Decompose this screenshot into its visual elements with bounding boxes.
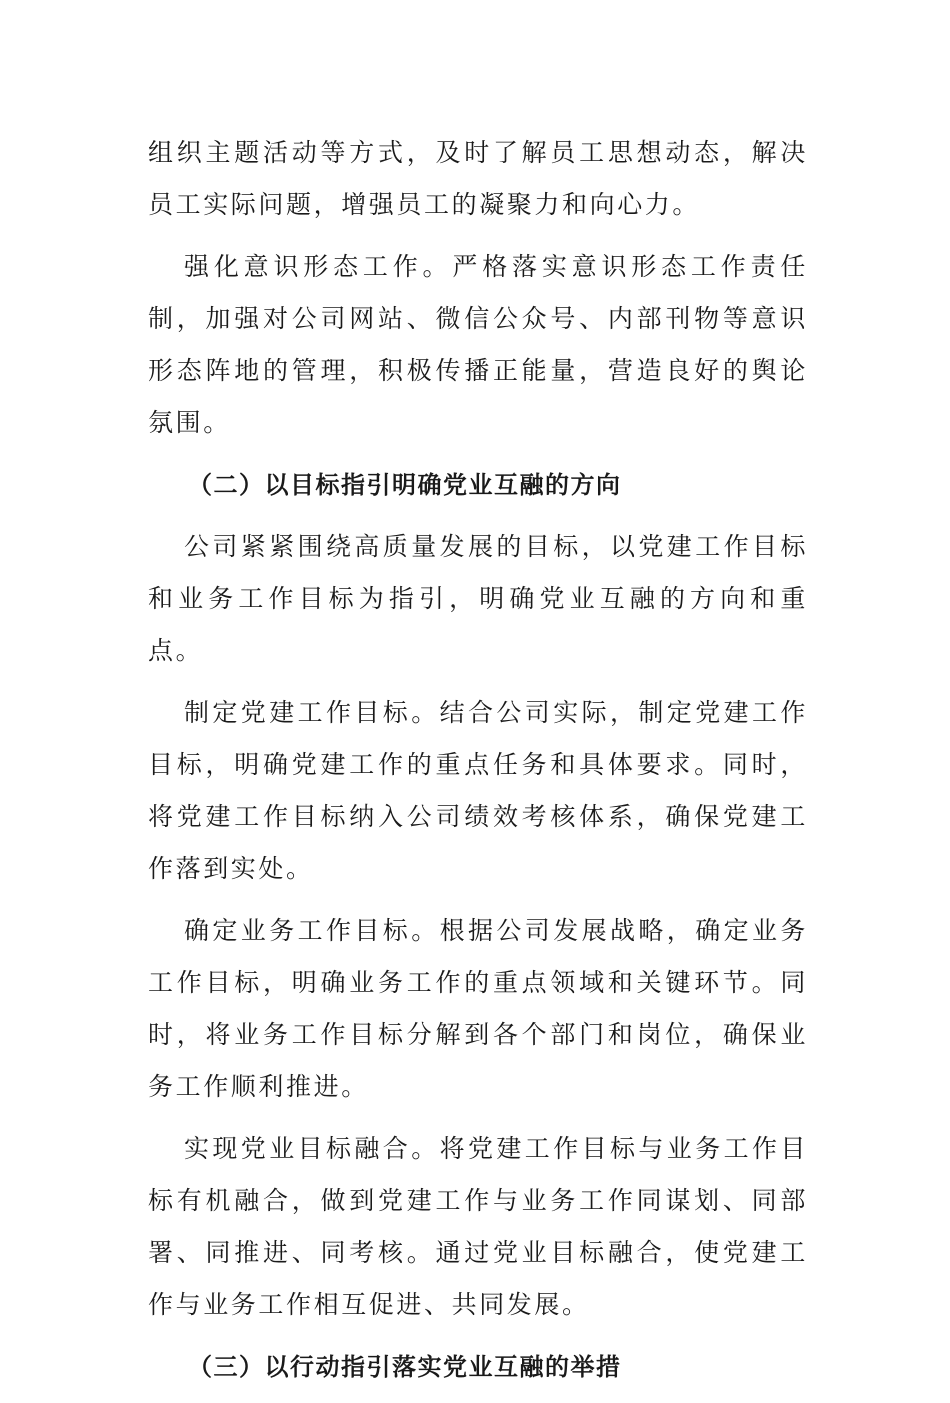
body-paragraph-party-goals: 制定党建工作目标。结合公司实际，制定党建工作目标，明确党建工作的重点任务和具体要求。同时，将党建工作目标纳入公司绩效考核体系，确保党建工作落到实处。 (148, 698, 808, 883)
section-heading-3: （三）以行动指引落实党业互融的举措 (188, 1353, 622, 1381)
body-paragraph-ideology: 强化意识形态工作。严格落实意识形态工作责任制，加强对公司网站、微信公众号、内部刊物等意识形态阵地的管理，积极传播正能量，营造良好的舆论氛围。 (148, 252, 808, 437)
body-paragraph-goal-integration: 实现党业目标融合。将党建工作目标与业务工作目标有机融合，做到党建工作与业务工作同谋划、同部署、同推进、同考核。通过党业目标融合，使党建工作与业务工作相互促进、共同发展。 (148, 1134, 808, 1319)
section-heading-2: （二）以目标指引明确党业互融的方向 (188, 471, 622, 499)
body-paragraph-business-goals: 确定业务工作目标。根据公司发展战略，确定业务工作目标，明确业务工作的重点领域和关键环节。同时，将业务工作目标分解到各个部门和岗位，确保业务工作顺利推进。 (148, 916, 808, 1101)
document-body (148, 127, 808, 1403)
body-paragraph-continued: 组织主题活动等方式，及时了解员工思想动态，解决员工实际问题，增强员工的凝聚力和向心力。 (148, 138, 808, 219)
body-paragraph-intro: 公司紧紧围绕高质量发展的目标，以党建工作目标和业务工作目标为指引，明确党业互融的方向和重点。 (148, 532, 808, 665)
